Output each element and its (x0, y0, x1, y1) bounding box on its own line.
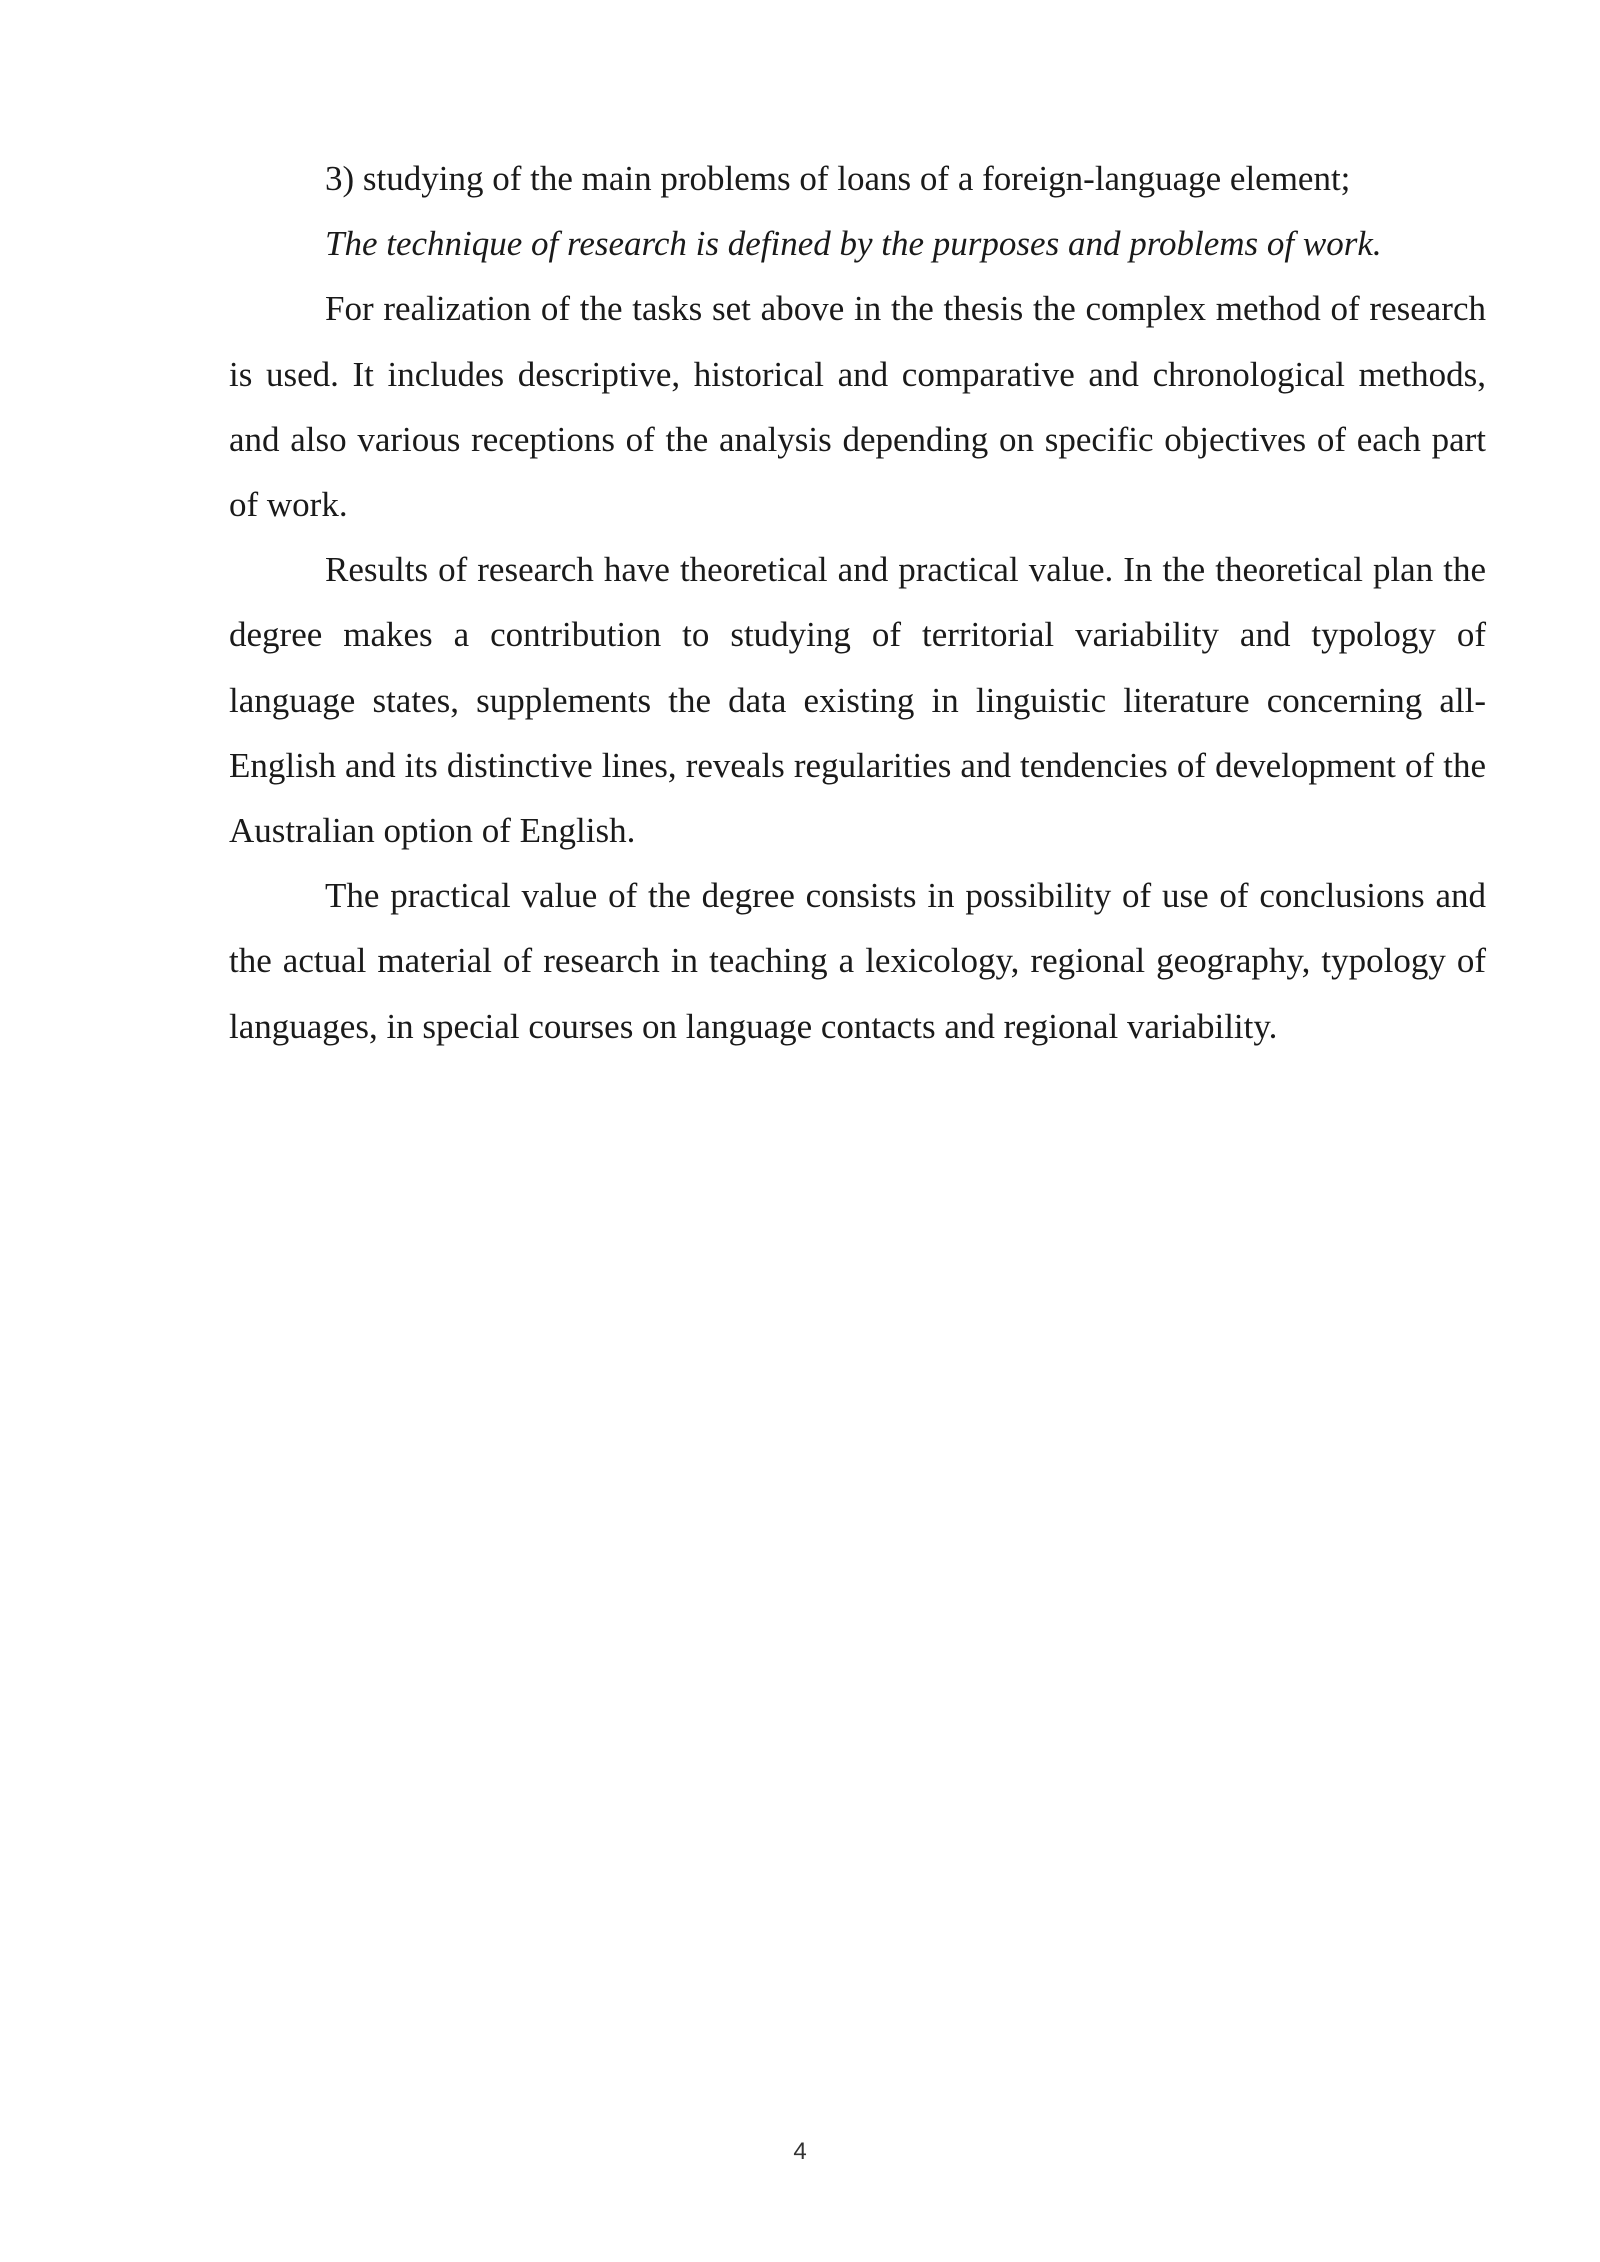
paragraph-theoretical-value: Results of research have theoretical and practical value. In the theoretical plan the degree makes a contribution to studying of territorial variability and typology of language states, supplements the data existing in linguistic literature concerning all-English and its distinctive lines, reveals regularities and tendencies of development of the Australian option of English. (229, 550, 1486, 851)
paragraph-method: For realization of the tasks set above in the thesis the complex method of research is used. It includes descriptive, historical and comparative and chronological methods, and also various receptions of the analysis depending on specific objectives of each part of work. (229, 289, 1486, 525)
technique-statement: The technique of research is defined by the purposes and problems of work. (325, 224, 1382, 264)
paragraph-practical-value: The practical value of the degree consists in possibility of use of conclusions and the actual material of research in teaching a lexicology, regional geography, typology of languages, in special courses on language contacts and regional variability. (229, 876, 1486, 1046)
list-item-3: 3) studying of the main problems of loans of a foreign-language element; (325, 159, 1351, 198)
body-text (229, 146, 1486, 1059)
page-number: 4 (793, 2138, 807, 2165)
